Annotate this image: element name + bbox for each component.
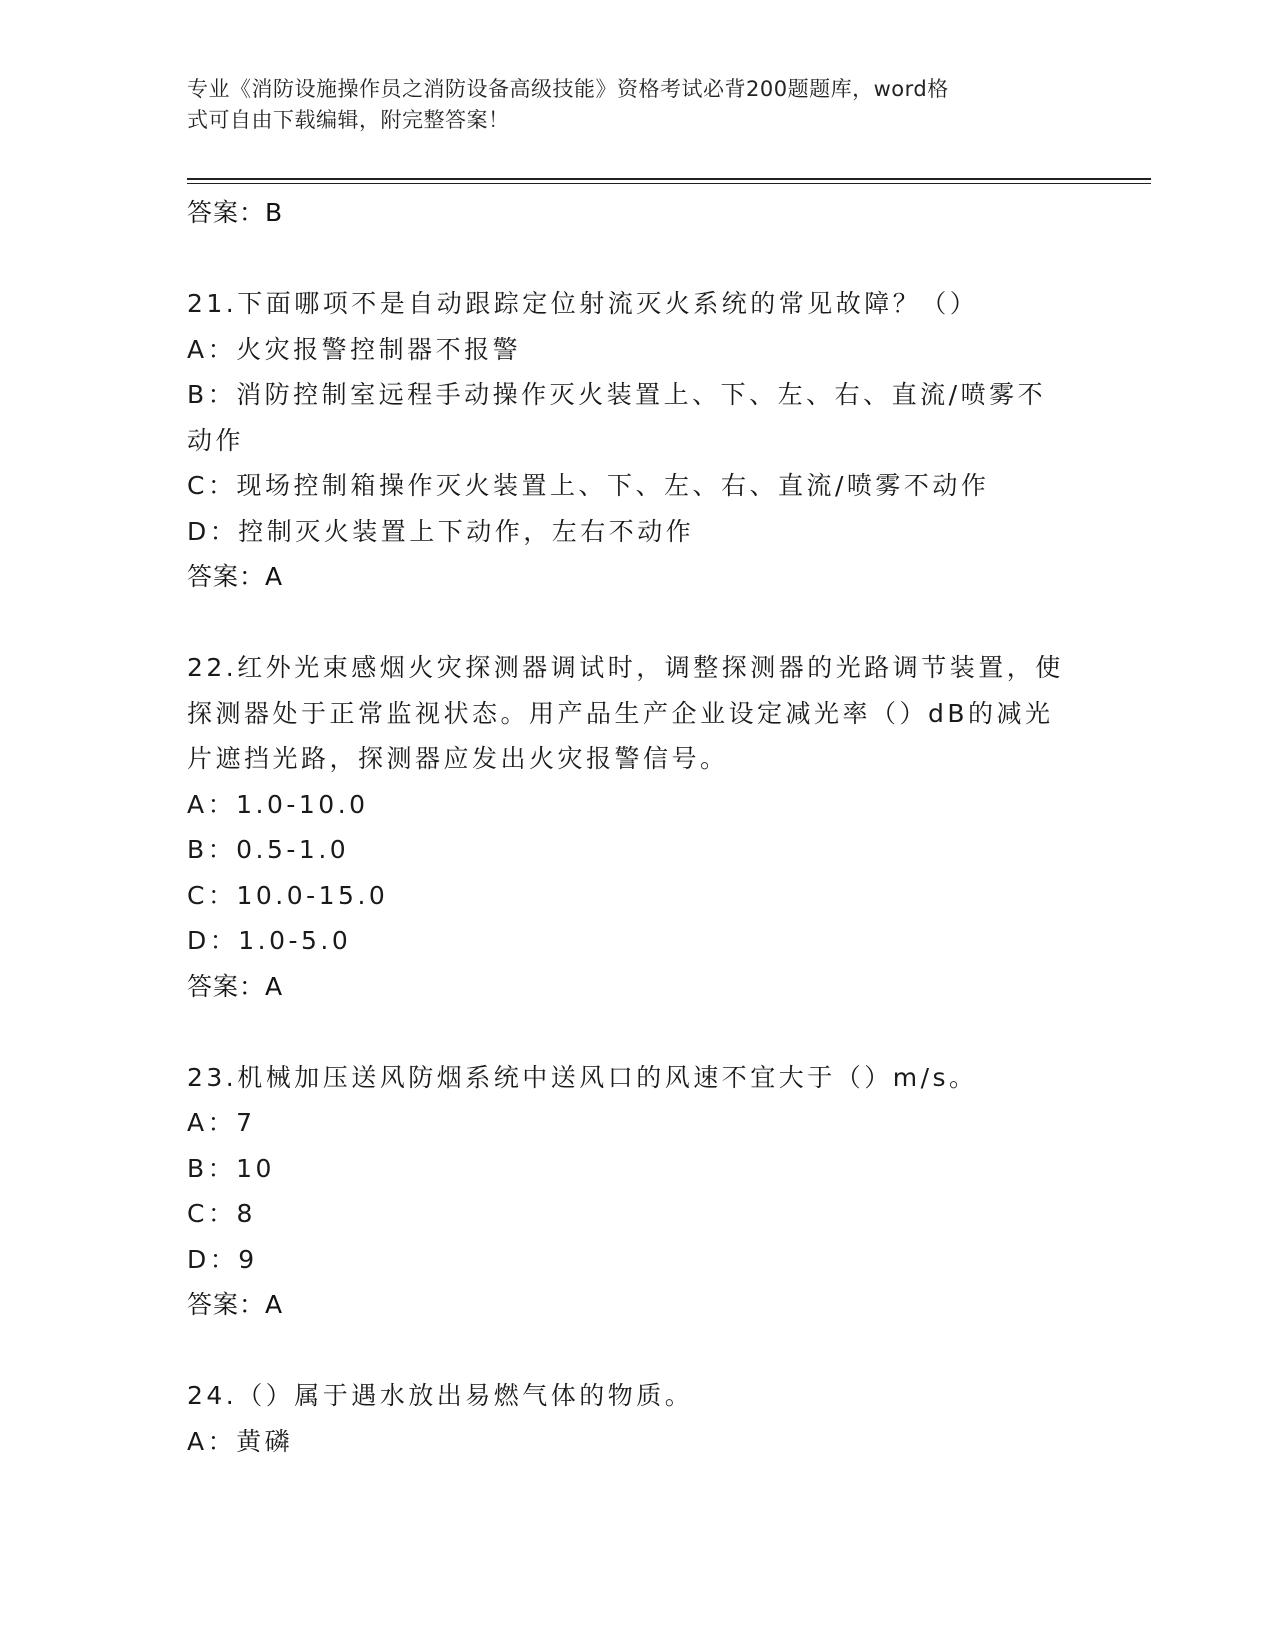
option-b-continued: 动作 [187,425,245,455]
option-c: C：8 [187,1199,256,1228]
spacer [187,235,1077,281]
option-b: B：消防控制室远程手动操作灭火装置上、下、左、右、直流/喷雾不 [187,380,1047,409]
answer-line-q20: 答案：B [187,198,284,227]
option-b: B：10 [187,1153,275,1183]
spacer [187,599,1077,645]
question-text: 22.红外光束感烟火灾探测器调试时，调整探测器的光路调节装置，使 [187,653,1064,682]
option-a: A：1.0-10.0 [187,789,369,819]
question-list [187,190,1077,1464]
option-d: D：9 [187,1244,258,1274]
question-text: 21.下面哪项不是自动跟踪定位射流灭火系统的常见故障？（） [187,289,979,318]
answer-line: 答案：A [187,971,284,1001]
question-text: 24.（）属于遇水放出易燃气体的物质。 [187,1381,694,1410]
spacer [187,1327,1077,1373]
answer-line: 答案：A [187,1290,284,1319]
question-23 [187,1055,1077,1328]
option-a: A：火灾报警控制器不报警 [187,334,522,364]
option-d: D：控制灭火装置上下动作，左右不动作 [187,516,695,546]
option-a: A：黄磷 [187,1426,294,1456]
option-d: D：1.0-5.0 [187,926,352,955]
answer-line: 答案：A [187,562,284,591]
question-24 [187,1373,1077,1464]
question-text: 23.机械加压送风防烟系统中送风口的风速不宜大于（）m/s。 [187,1062,978,1092]
header-title-line-2: 式可自由下载编辑，附完整答案！ [187,108,510,132]
header-divider-thin [187,183,1151,184]
document-header [187,74,1067,136]
option-c: C：现场控制箱操作灭火装置上、下、左、右、直流/喷雾不动作 [187,471,990,500]
spacer [187,1009,1077,1055]
header-title-line-1: 专业《消防设施操作员之消防设备高级技能》资格考试必背200题题库，word格 [187,77,949,101]
option-b: B：0.5-1.0 [187,835,350,864]
question-21 [187,281,1077,599]
header-divider-thick [187,178,1151,180]
option-a: A：7 [187,1108,256,1137]
question-22 [187,645,1077,1009]
question-text-continued: 探测器处于正常监视状态。用产品生产企业设定减光率（）dB的减光 [187,698,1054,728]
option-c: C：10.0-15.0 [187,880,389,910]
question-text-continued: 片遮挡光路，探测器应发出火灾报警信号。 [187,744,729,773]
